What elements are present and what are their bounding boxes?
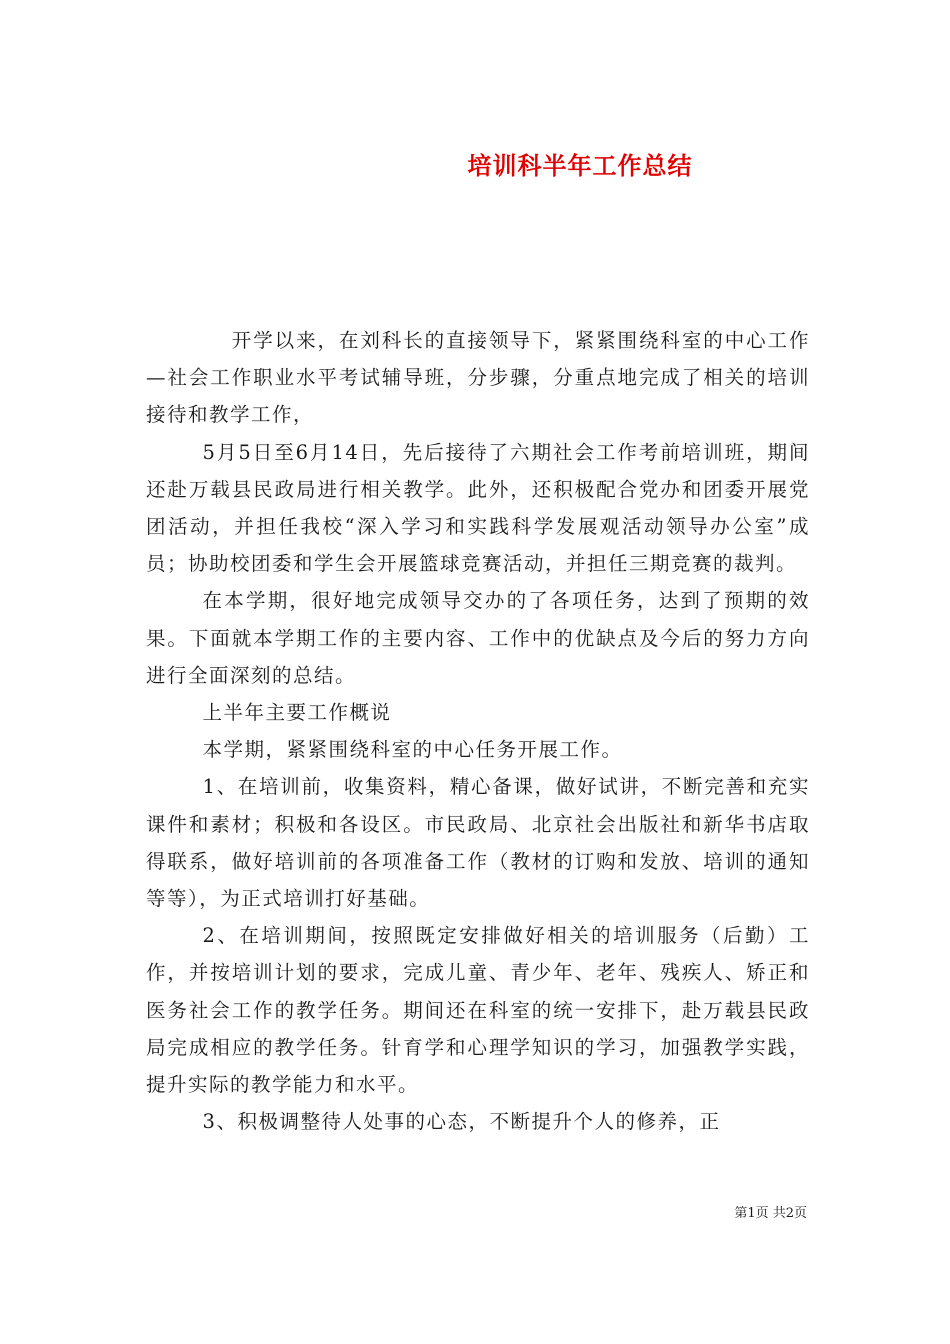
paragraph-training-period: 5月5日至6月14日，先后接待了六期社会工作考前培训班，期间还赴万载县民政局进行相关教学。此外，还积极配合党办和团委开展党团活动，并担任我校“深入学习和实践科学发展观活动领导办公室”成员；协助校团委和学生会开展篮球竞赛活动，并担任三期竞赛的裁判。 xyxy=(146,440,810,576)
document-body xyxy=(146,322,810,1140)
paragraph-item-1: 1、在培训前，收集资料，精心备课，做好试讲，不断完善和充实课件和素材；积极和各设区。市民政局、北京社会出版社和新华书店取得联系，做好培训前的各项准备工作（教材的订购和发放、培训的通知等等），为正式培训打好基础。 xyxy=(146,775,810,911)
paragraph-item-3: 3、积极调整待人处事的心态，不断提升个人的修养，正 xyxy=(202,1110,721,1134)
paragraph-semester-summary: 在本学期，很好地完成领导交办的了各项任务，达到了预期的效果。下面就本学期工作的主要内容、工作中的优缺点及今后的努力方向进行全面深刻的总结。 xyxy=(146,589,810,687)
paragraph-overview: 本学期，紧紧围绕科室的中心任务开展工作。 xyxy=(202,738,623,762)
page-number: 第1页 共2页 xyxy=(734,1206,807,1221)
section-heading: 上半年主要工作概说 xyxy=(202,701,392,725)
paragraph-intro: 开学以来，在刘科长的直接领导下，紧紧围绕科室的中心工作—社会工作职业水平考试辅导班，分步骤，分重点地完成了相关的培训接待和教学工作， xyxy=(146,329,810,427)
paragraph-item-2: 2、在培训期间，按照既定安排做好相关的培训服务（后勤）工作，并按培训计划的要求，完成儿童、青少年、老年、残疾人、矫正和医务社会工作的教学任务。期间还在科室的统一安排下，赴万载县民政局完成相应的教学任务。针育学和心理学知识的学习，加强教学实践，提升实际的教学能力和水平。 xyxy=(146,924,810,1097)
document-title: 培训科半年工作总结 xyxy=(467,151,693,181)
